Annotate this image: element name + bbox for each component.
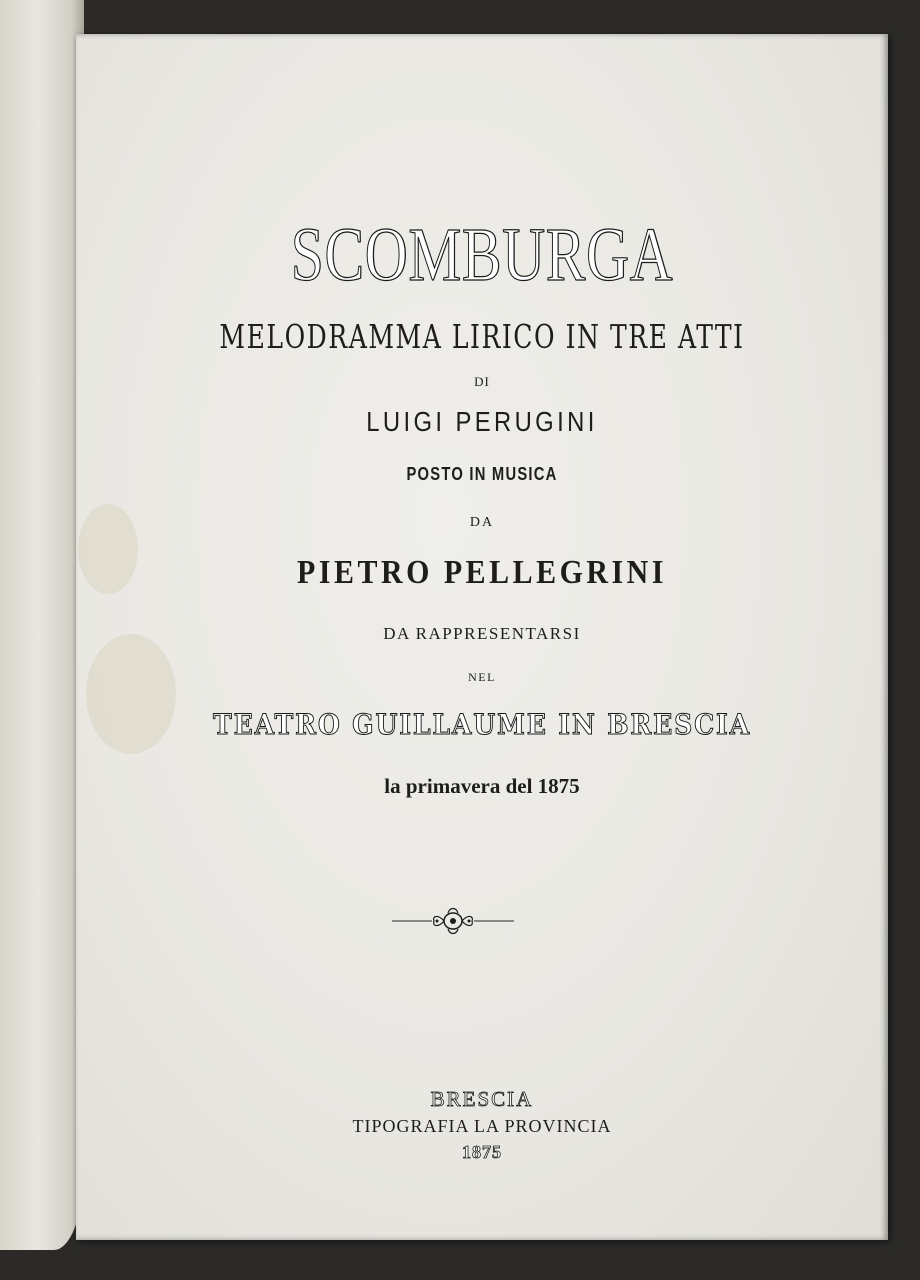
set-to-music-label: POSTO IN MUSICA [406,464,558,484]
in-label: NEL [468,670,496,684]
title-page [76,34,888,1240]
performance-season: la primavera del 1875 [384,774,580,798]
theatre-name: TEATRO GUILLAUME IN BRESCIA [213,708,751,741]
imprint-city: BRESCIA [430,1087,534,1111]
floral-ornament-icon [392,904,514,938]
author-name: LUIGI PERUGINI [366,406,598,437]
imprint-printer: TIPOGRAFIA LA PROVINCIA [352,1116,612,1136]
book-title: SCOMBURGA [290,213,674,297]
by-composer-label: DA [469,515,495,530]
by-label: DI [474,374,490,389]
book-subtitle: MELODRAMMA LIRICO IN TRE ATTI [219,317,745,356]
facing-page-edge [0,0,84,1250]
performance-label: DA RAPPRESENTARSI [383,624,581,643]
composer-name: PIETRO PELLEGRINI [297,554,667,591]
imprint-year: 1875 [462,1142,502,1162]
